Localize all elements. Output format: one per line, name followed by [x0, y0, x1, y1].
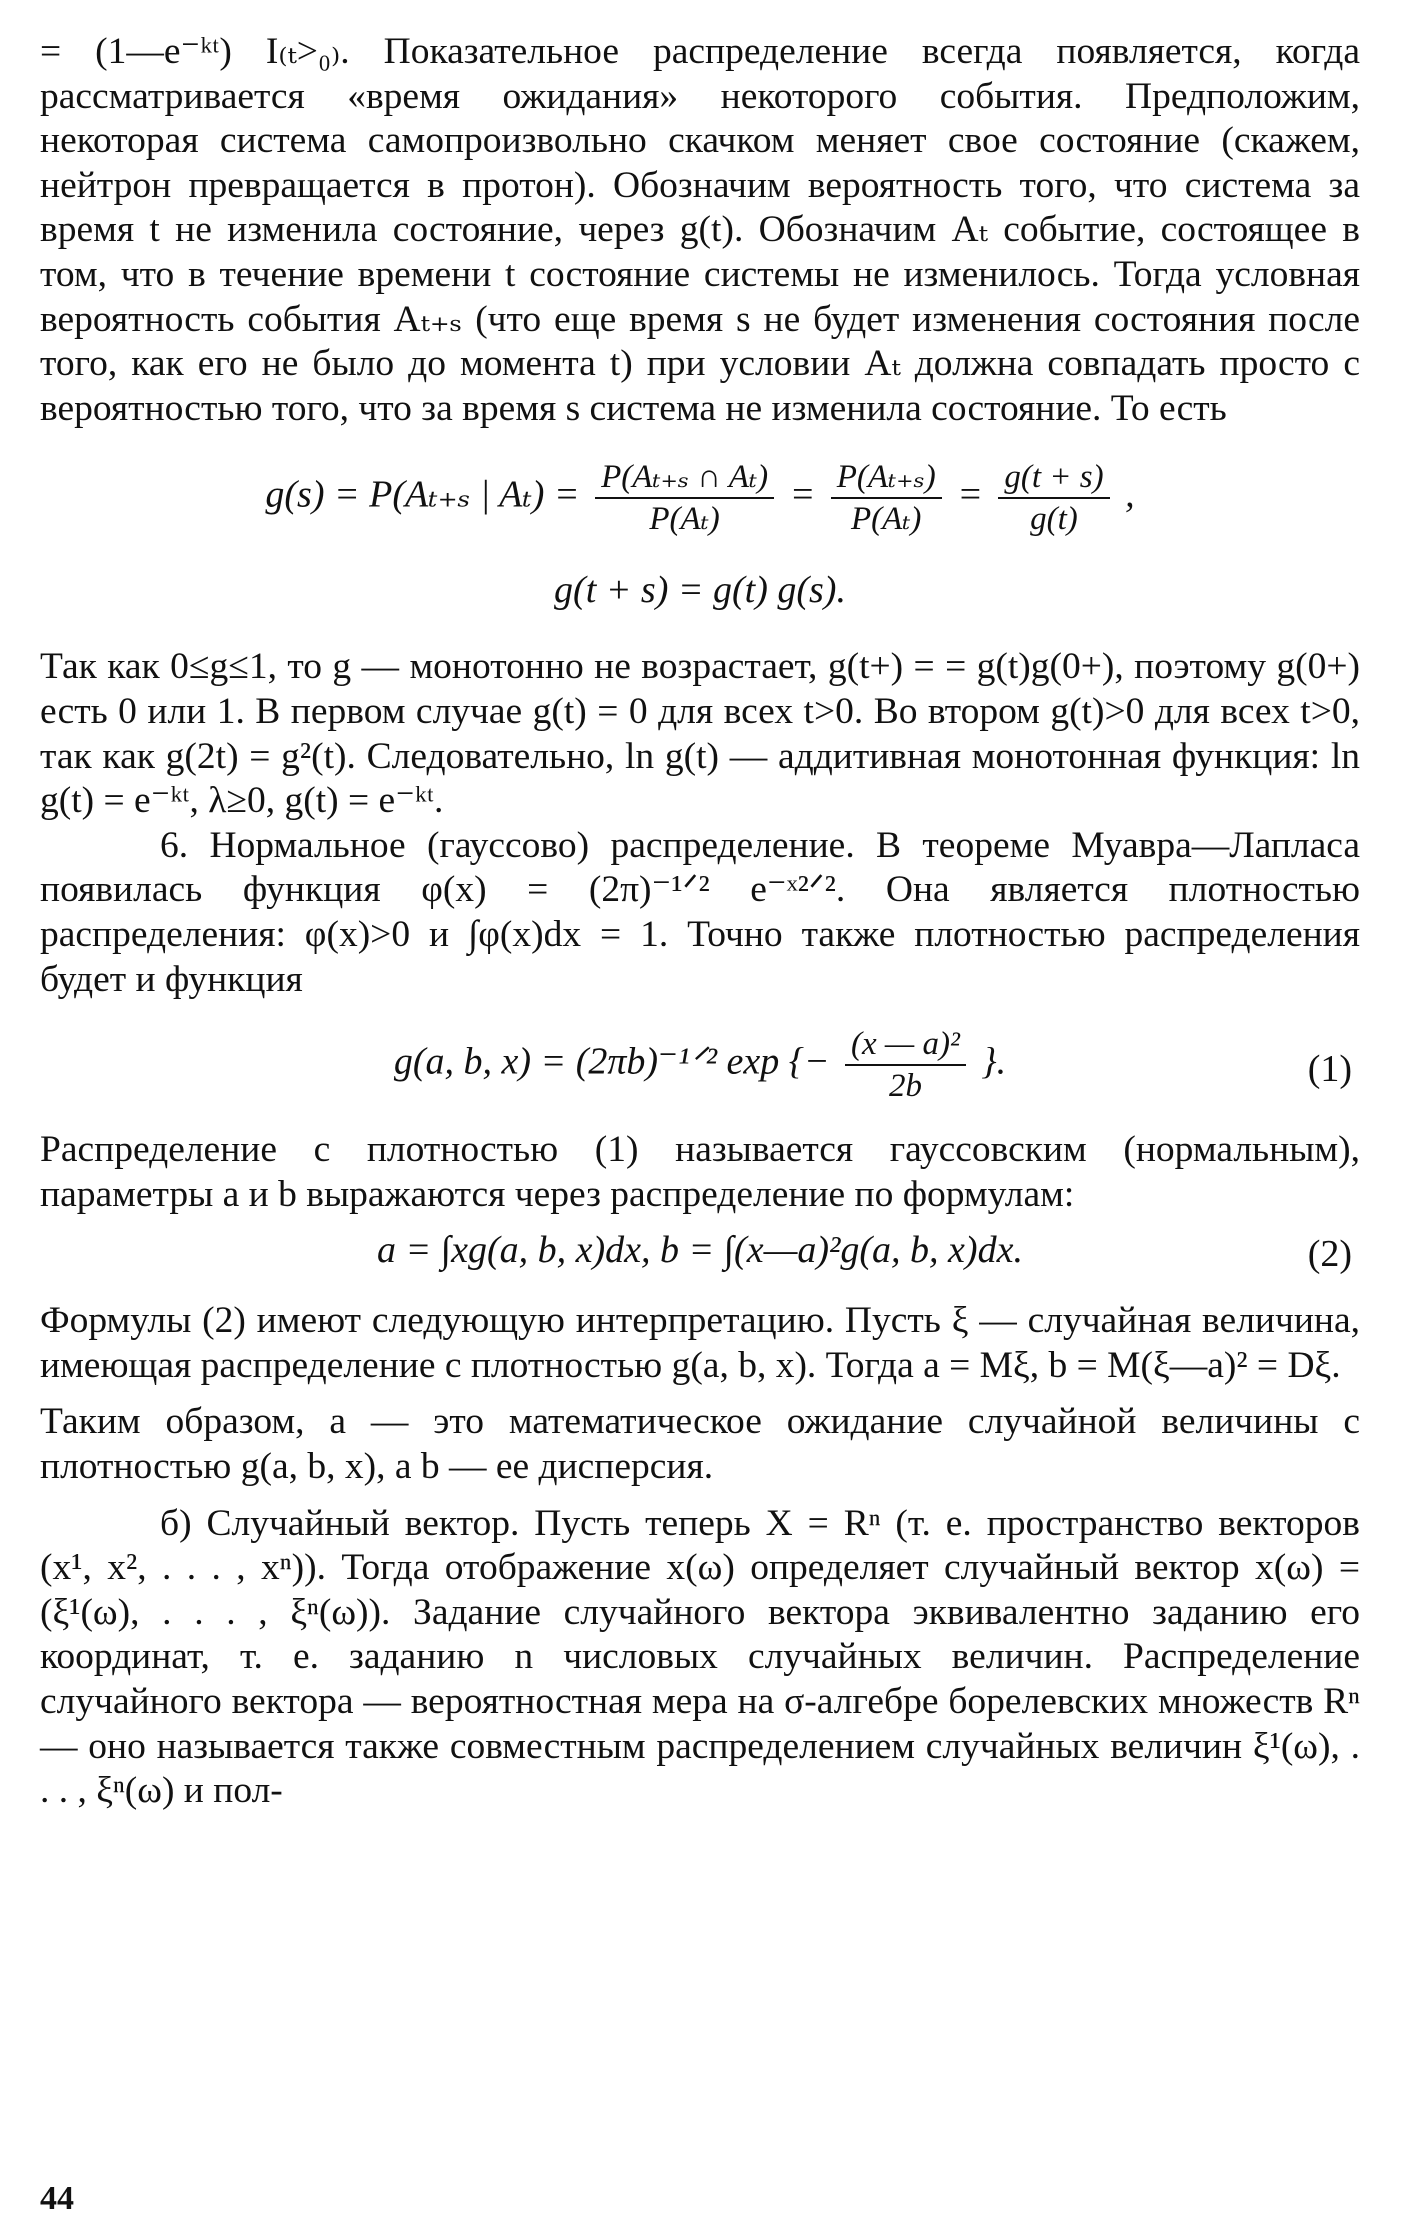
equals-sign: =	[957, 474, 983, 517]
page-content	[40, 30, 1360, 1814]
fraction-1-denominator: P(Aₜ)	[649, 501, 720, 538]
paragraph-gaussian-definition: Распределение с плотностью (1) называется гауссовским (нормальным), параметры a и b выражаются через распределение по формулам:	[40, 1129, 1360, 1215]
paragraph-expectation-variance: Таким образом, a — это математическое ожидание случайной величины с плотностью g(a, b, x), а b — ее дисперсия.	[40, 1401, 1360, 1488]
paragraph-normal-distribution: 6. Нормальное (гауссово) распределение. В теореме Муавра—Лапласа появилась функция φ(x) = (2π)⁻¹ᐟ² e⁻ˣ²ᐟ². Она является плотностью распределения: φ(x)>0 и ∫φ(x)dx = 1. Точно также плотностью распределения будет и функция	[40, 824, 1360, 1000]
paragraph-random-vector: б) Случайный вектор. Пусть теперь X = Rⁿ (т. е. пространство векторов (x¹, x², . . . , xⁿ)). Тогда отображение x(ω) определяет случайный вектор x(ω) = (ξ¹(ω), . . . , ξⁿ(ω)). Задание случайного вектора эквивалентно заданию его координат, т. е. заданию n числовых случайных величин. Распределение случайного вектора — вероятностная мера на σ-алгебре борелевских множеств Rⁿ — оно называется также совместным распределением случайных величин ξ¹(ω), . . . , ξⁿ(ω) и пол-	[40, 1502, 1360, 1812]
fraction-3-numerator: g(t + s)	[998, 457, 1109, 499]
formula-parameters	[40, 1227, 1360, 1283]
fraction-3-denominator: g(t)	[1030, 501, 1078, 538]
equation-number-1: (1)	[1307, 1048, 1352, 1091]
fraction-1	[595, 457, 774, 539]
equals-sign: =	[789, 474, 816, 517]
formula-comma: ,	[1125, 474, 1135, 517]
paragraph-monotone: Так как 0≤g≤1, то g — монотонно не возрастает, g(t+) = = g(t)g(0+), поэтому g(0+) есть 0 или 1. В первом случае g(t) = 0 для всех t>0. Во втором g(t)>0 для всех t>0, так как g(2t) = g²(t). Следовательно, ln g(t) — аддитивная монотонная функция: ln g(t) = e⁻ᵏᵗ, λ≥0, g(t) = e⁻ᵏᵗ.	[40, 646, 1360, 822]
formula-gaussian-tail: }.	[981, 1040, 1007, 1083]
paragraph-interpretation: Формулы (2) имеют следующую интерпретацию. Пусть ξ — случайная величина, имеющая распределение с плотностью g(a, b, x). Тогда a = Mξ, b = M(ξ—a)² = Dξ.	[40, 1300, 1360, 1386]
fraction-2-denominator: P(Aₜ)	[850, 501, 922, 538]
equation-number-2: (2)	[1307, 1233, 1352, 1276]
paragraph-exponential: = (1—e⁻ᵏᵗ) I₍ₜ>₀₎. Показательное распределение всегда появляется, когда рассматривается «время ожидания» некоторого события. Предположим, некоторая система самопроизвольно скачком меняет свое состояние (скажем, нейтрон превращается в протон). Обозначим вероятность того, что система за время t не изменила состояние, через g(t). Обозначим Aₜ событие, состоящее в том, что в течение времени t состояние системы не изменилось. Тогда условная вероятность события Aₜ₊ₛ (что еще время s не будет изменения состояния после того, как его не было до момента t) при условии Aₜ должна совпадать просто с вероятностью того, что за время s система не изменила состояние. То есть	[40, 31, 1360, 429]
formula-conditional-probability	[40, 457, 1360, 549]
formula-gaussian-density	[40, 1024, 1360, 1114]
fraction-3	[998, 457, 1109, 539]
formula-multiplicative: g(t + s) = g(t) g(s).	[554, 569, 846, 612]
fraction-1-numerator: P(Aₜ₊ₛ ∩ Aₜ)	[595, 457, 774, 499]
formula-gaussian-lhs: g(a, b, x) = (2πb)⁻¹ᐟ² exp {−	[393, 1040, 830, 1083]
fraction-2	[831, 457, 942, 539]
fraction-2-numerator: P(Aₜ₊ₛ)	[831, 457, 942, 499]
fraction-gaussian	[845, 1024, 966, 1106]
fraction-gaussian-numerator: (x — a)²	[845, 1024, 966, 1066]
formula-lhs: g(s) = P(Aₜ₊ₛ | Aₜ) =	[265, 474, 580, 517]
fraction-gaussian-denominator: 2b	[888, 1068, 922, 1105]
formula-parameters-body: a = ∫xg(a, b, x)dx, b = ∫(x—a)²g(a, b, x)dx.	[377, 1229, 1023, 1272]
page-number: 44	[40, 2180, 74, 2217]
